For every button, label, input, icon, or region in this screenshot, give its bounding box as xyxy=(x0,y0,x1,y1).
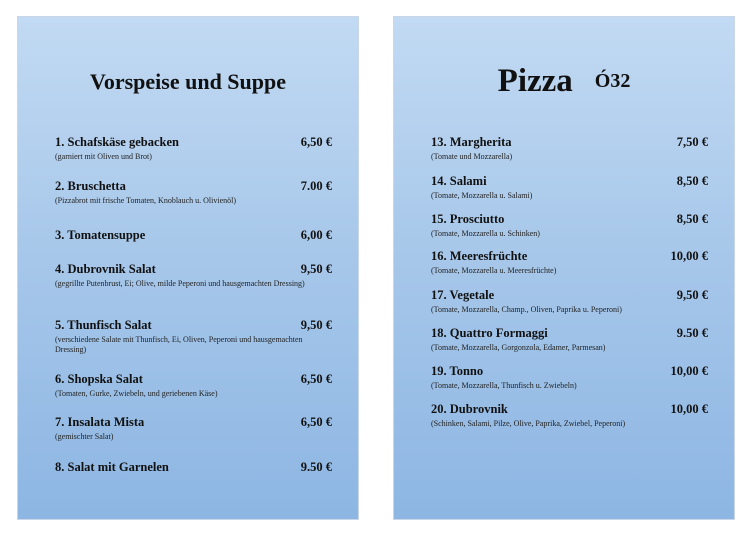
item-name: 15. Prosciutto xyxy=(431,212,505,226)
item-price: 7.00 € xyxy=(300,179,332,193)
menu-item xyxy=(55,372,332,399)
item-price: 7,50 € xyxy=(676,135,708,149)
menu-page-starters xyxy=(18,17,358,519)
item-price: 6,50 € xyxy=(300,372,332,386)
menu-item xyxy=(431,364,708,391)
pizza-size: Ó32 xyxy=(594,70,631,92)
menu-item xyxy=(431,212,708,239)
item-price: 6,00 € xyxy=(300,228,332,242)
menu-item xyxy=(55,318,332,355)
item-name: 19. Tonno xyxy=(431,364,484,378)
menu-item xyxy=(431,288,708,315)
item-description: (Tomate, Mozzarella, Champ., Oliven, Paprika u. Peperoni) xyxy=(431,305,622,314)
menu-item xyxy=(431,402,708,429)
item-description: (gemischter Salat) xyxy=(55,432,114,441)
menu-item xyxy=(431,174,708,201)
page-title: Vorspeise und Suppe xyxy=(89,69,287,94)
menu-item xyxy=(431,135,708,162)
item-description: (verschiedene Salate mit Thunfisch, Ei, Oliven, Peperoni und hausgemachten Dressing) xyxy=(55,335,303,354)
item-description: (Tomate, Mozzarella u. Meeresfrüchte) xyxy=(431,266,557,275)
item-price: 9,50 € xyxy=(300,262,332,276)
item-name: 20. Dubrovnik xyxy=(431,402,508,416)
menu-item xyxy=(55,179,332,206)
item-description: (Tomaten, Gurke, Zwiebeln, und geriebenen Käse) xyxy=(55,389,218,398)
item-price: 6,50 € xyxy=(300,135,332,149)
item-name: 16. Meeresfrüchte xyxy=(431,249,528,263)
menu-item xyxy=(55,460,332,475)
item-price: 9.50 € xyxy=(676,326,708,340)
item-name: 7. Insalata Mista xyxy=(55,415,145,429)
menu-item xyxy=(55,135,332,162)
page-title xyxy=(394,63,734,100)
menu-item xyxy=(55,415,332,442)
item-description: (Tomate, Mozzarella u. Schinken) xyxy=(431,229,540,238)
item-price: 10,00 € xyxy=(670,402,708,416)
menu-page-pizza xyxy=(394,17,734,519)
item-price: 10,00 € xyxy=(670,364,708,378)
menu-item xyxy=(431,249,708,276)
item-description: (Tomate und Mozzarella) xyxy=(431,152,513,161)
item-description: (Tomate, Mozzarella u. Salami) xyxy=(431,191,533,200)
item-name: 6. Shopska Salat xyxy=(55,372,143,386)
item-description: (Tomate, Mozzarella, Gorgonzola, Edamer, Parmesan) xyxy=(431,343,606,352)
item-name: 5. Thunfisch Salat xyxy=(55,318,152,332)
pizza-title: Pizza xyxy=(497,63,573,99)
item-name: 14. Salami xyxy=(431,174,487,188)
item-description: (gegrillte Putenbrust, Ei; Olive, milde Peperoni und hausgemachten Dressing) xyxy=(55,279,305,288)
item-description: (Pizzabrot mit frische Tomaten, Knoblauch u. Olivienöl) xyxy=(55,196,237,205)
item-name: 8. Salat mit Garnelen xyxy=(55,460,169,474)
item-price: 8,50 € xyxy=(676,212,708,226)
menu-item xyxy=(55,228,332,243)
item-name: 4. Dubrovnik Salat xyxy=(55,262,156,276)
item-name: 17. Vegetale xyxy=(431,288,495,302)
item-price: 9.50 € xyxy=(300,460,332,474)
item-price: 10,00 € xyxy=(670,249,708,263)
item-description: (Tomate, Mozzarella, Thunfisch u. Zwiebeln) xyxy=(431,381,577,390)
item-name: 18. Quattro Formaggi xyxy=(431,326,548,340)
item-price: 9,50 € xyxy=(300,318,332,332)
item-price: 6,50 € xyxy=(300,415,332,429)
menu-item xyxy=(431,326,708,353)
item-price: 9,50 € xyxy=(676,288,708,302)
item-name: 13. Margherita xyxy=(431,135,512,149)
menu-item xyxy=(55,262,332,289)
item-description: (Schinken, Salami, Pilze, Olive, Paprika, Zwiebel, Peperoni) xyxy=(431,419,626,428)
item-name: 1. Schafskäse gebacken xyxy=(55,135,179,149)
item-price: 8,50 € xyxy=(676,174,708,188)
item-description: (garniert mit Oliven und Brot) xyxy=(55,152,152,161)
item-name: 2. Bruschetta xyxy=(55,179,126,193)
item-name: 3. Tomatensuppe xyxy=(55,228,146,242)
